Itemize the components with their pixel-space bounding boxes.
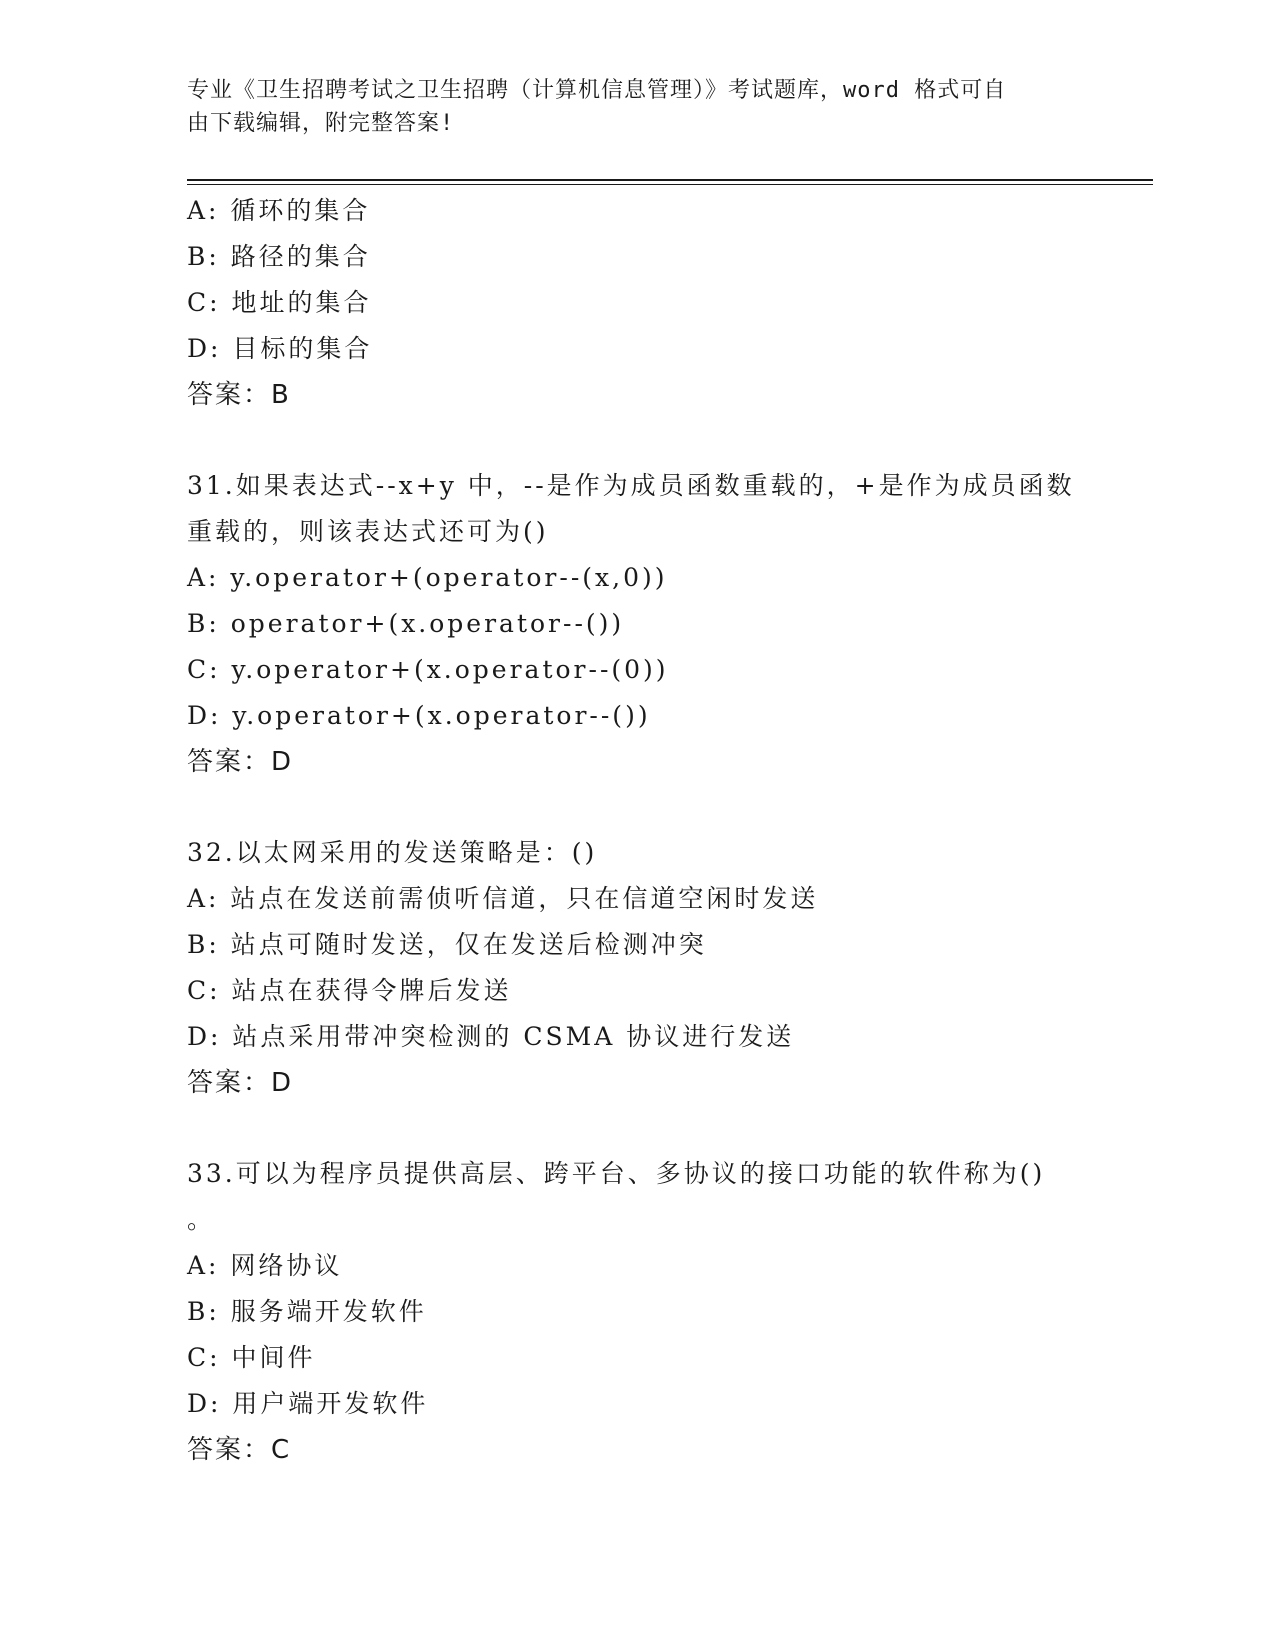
- answer-label: 答案：D: [187, 747, 294, 777]
- option-a: A: 网络协议: [187, 1251, 343, 1280]
- option-b: B: 路径的集合: [187, 242, 371, 271]
- question-text-line-1: 31.如果表达式--x+y 中，--是作为成员函数重载的，+是作为成员函数: [187, 471, 1075, 500]
- spacer: [187, 1106, 1087, 1151]
- option-a: A: 站点在发送前需侦听信道，只在信道空闲时发送: [187, 884, 819, 913]
- option-b: B: 站点可随时发送，仅在发送后检测冲突: [187, 930, 707, 959]
- header-line-1: 专业《卫生招聘考试之卫生招聘（计算机信息管理）》考试题库，word 格式可自: [187, 78, 1007, 103]
- document-header: [187, 74, 1087, 140]
- option-d: D: 站点采用带冲突检测的 CSMA 协议进行发送: [187, 1022, 795, 1051]
- document-body: [187, 188, 1087, 1473]
- question-text-line-2: 重载的，则该表达式还可为(): [187, 517, 549, 546]
- spacer: [187, 785, 1087, 830]
- option-d: D: y.operator+(x.operator--()): [187, 701, 651, 730]
- option-b: B: 服务端开发软件: [187, 1297, 427, 1326]
- question-33: [187, 1151, 1087, 1473]
- spacer: [187, 418, 1087, 463]
- option-a: A: 循环的集合: [187, 196, 371, 225]
- question-32: [187, 830, 1087, 1106]
- answer-label: 答案：B: [187, 380, 291, 410]
- option-a: A: y.operator+(operator--(x,0)): [187, 563, 668, 592]
- option-c: C: 地址的集合: [187, 288, 372, 317]
- question-30: [187, 188, 1087, 418]
- answer-label: 答案：D: [187, 1068, 294, 1098]
- header-line-2: 由下载编辑，附完整答案!: [187, 111, 455, 136]
- option-c: C: 站点在获得令牌后发送: [187, 976, 512, 1005]
- option-c: C: 中间件: [187, 1343, 316, 1372]
- header-rule-thick: [187, 179, 1153, 181]
- option-b: B: operator+(x.operator--()): [187, 609, 625, 638]
- question-text-line-2: 。: [187, 1205, 216, 1234]
- question-text-line-1: 32.以太网采用的发送策略是：(): [187, 838, 598, 867]
- header-rule-thin: [187, 184, 1153, 185]
- option-d: D: 用户端开发软件: [187, 1389, 429, 1418]
- option-c: C: y.operator+(x.operator--(0)): [187, 655, 669, 684]
- question-text-line-1: 33.可以为程序员提供高层、跨平台、多协议的接口功能的软件称为(): [187, 1159, 1046, 1188]
- question-31: [187, 463, 1087, 785]
- option-d: D: 目标的集合: [187, 334, 373, 363]
- answer-label: 答案：C: [187, 1435, 292, 1465]
